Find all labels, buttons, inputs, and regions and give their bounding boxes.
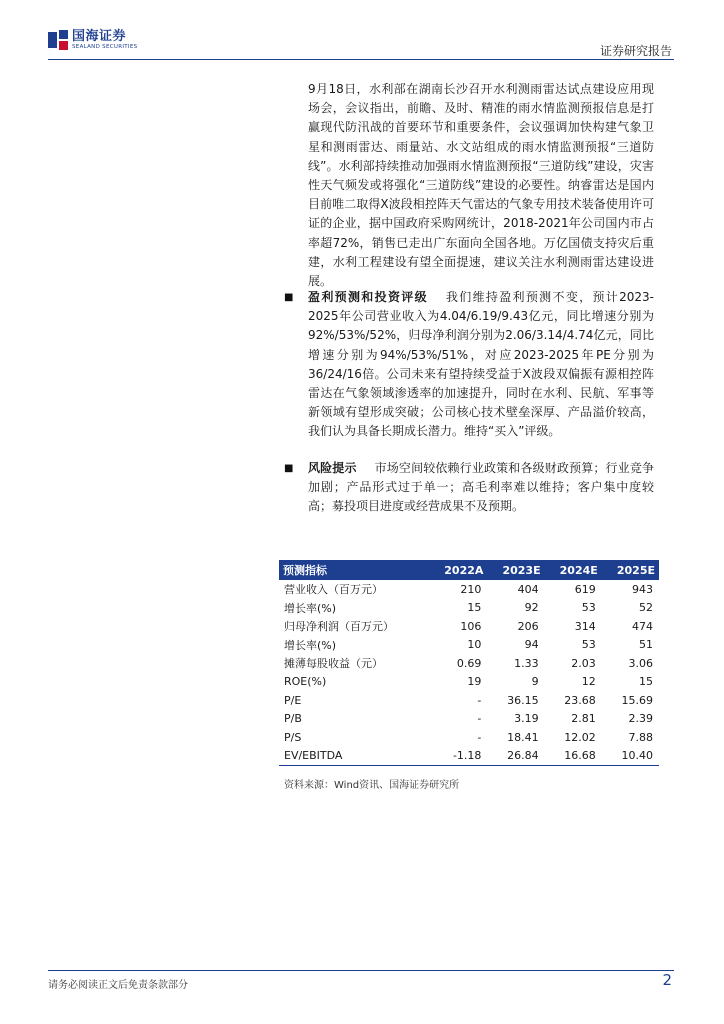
table-cell: 36.15 (507, 693, 539, 707)
footer-divider (48, 970, 674, 971)
table-header-row (279, 560, 659, 580)
table-cell: 51 (639, 638, 653, 652)
table-cell: 摊薄每股收益（元） (284, 657, 383, 671)
table-cell: 2.03 (571, 656, 596, 670)
table-header-cell: 2022A (429, 560, 487, 580)
table-header-cell: 2024E (545, 560, 602, 580)
paragraph-risk (308, 459, 654, 517)
table-row (279, 580, 659, 599)
table-cell: 3.06 (628, 656, 653, 670)
table-cell: 619 (574, 582, 596, 596)
table-cell: 106 (460, 619, 482, 633)
table-row (279, 673, 659, 692)
table-row (279, 728, 659, 747)
table-cell: EV/EBITDA (279, 747, 429, 766)
table-cell: - (477, 712, 482, 726)
footer-disclaimer: 请务必阅读正文后免责条款部分 (48, 980, 188, 991)
table-cell: P/S (284, 730, 302, 744)
table-cell: 314 (574, 619, 596, 633)
bullet-square-icon: ■ (284, 463, 294, 474)
table-cell: -1.18 (429, 747, 487, 766)
header-divider (48, 59, 674, 60)
company-logo (48, 30, 137, 51)
table-cell: 18.41 (507, 730, 539, 744)
table-cell: 210 (460, 582, 482, 596)
table-cell: 16.68 (545, 747, 602, 766)
table-cell: 营业收入（百万元） (284, 583, 383, 597)
table-cell: 增长率(%) (284, 601, 337, 615)
table-row (279, 636, 659, 655)
table-row (279, 617, 659, 636)
forecast-table (279, 560, 659, 766)
table-cell: 10 (467, 638, 482, 652)
table-header-cell: 预测指标 (279, 560, 429, 580)
table-cell: 53 (581, 601, 596, 615)
table-cell: 94 (524, 638, 539, 652)
paragraph-forecast (308, 288, 654, 442)
forecast-heading: 盈利预测和投资评级 (308, 290, 428, 304)
table-row (279, 599, 659, 618)
table-cell: 943 (632, 582, 653, 596)
table-cell: 15.69 (621, 693, 653, 707)
table-header-cell: 2025E (602, 560, 659, 580)
table-cell: 12.02 (564, 730, 596, 744)
table-cell: 7.88 (628, 730, 653, 744)
forecast-text: 我们维持盈利预测不变，预计2023-2025年公司营业收入为4.04/6.19/9.43亿元，同比增速分别为92%/53%/52%，归母净利润分别为2.06/3.14/4.74亿元，同比增速分别为94%/53%/51%，对应2023-2025年PE分别为36/24/16倍。公司未来有望持续受益于X波段双偏振有源相控阵雷达在气象领域渗透率的加速提升，同时在水利、民航、军事等新领域有望形成突破；公司核心技术壁垒深厚、产品溢价较高，我们认为具备长期成长潜力。维持“买入”评级。 (308, 290, 654, 439)
table-cell: 3.19 (514, 712, 539, 726)
table-cell: 15 (467, 601, 482, 615)
table-row (279, 747, 659, 766)
risk-text: 市场空间较依赖行业政策和各级财政预算；行业竞争加剧；产品形式过于单一；高毛利率难以维持；客户集中度较高；募投项目进度或经营成果不及预期。 (308, 461, 654, 514)
page-number: 2 (662, 971, 672, 989)
table-cell: 增长率(%) (284, 638, 337, 652)
page-header (0, 0, 724, 62)
risk-heading: 风险提示 (308, 461, 357, 475)
table-cell: 92 (524, 601, 539, 615)
table-cell: - (477, 693, 482, 707)
table-cell: 1.33 (514, 656, 539, 670)
table-row (279, 691, 659, 710)
table-cell: P/B (284, 712, 302, 726)
table-cell: 404 (517, 582, 539, 596)
table-cell: - (477, 730, 482, 744)
table-cell: 2.81 (571, 712, 596, 726)
table-cell: 26.84 (487, 747, 544, 766)
paragraph-radar-policy: 9月18日，水利部在湖南长沙召开水利测雨雷达试点建设应用现场会，会议指出，前瞻、及时、精准的雨水情监测预报信息是打赢现代防汛战的首要环节和重要条件，会议强调加快构建气象卫星和测雨雷达、雨量站、水文站组成的雨水情监测预报“三道防线”。水利部持续推动加强雨水情监测预报“三道防线”建设，灾害性天气频发或将强化“三道防线”建设的必要性。纳睿雷达是国内目前唯二取得X波段相控阵天气雷达的气象专用技术装备使用许可证的企业，据中国政府采购网统计，2018-2021年公司国内市占率超72%，销售已走出广东面向全国各地。万亿国债支持灾后重建，水利工程建设有望全面提速，建议关注水利测雨雷达建设进展。 (308, 82, 654, 289)
table-cell: 474 (632, 619, 653, 633)
logo-mark-icon (48, 30, 68, 50)
table-row (279, 710, 659, 729)
table-cell: 15 (639, 675, 653, 689)
table-row (279, 654, 659, 673)
table-cell: 19 (467, 675, 482, 689)
table-cell: 53 (581, 638, 596, 652)
table-cell: 9 (531, 675, 539, 689)
table-header-cell: 2023E (487, 560, 544, 580)
table-cell: 2.39 (628, 712, 653, 726)
table-cell: ROE(%) (284, 675, 327, 689)
table-cell: 归母净利润（百万元） (284, 620, 394, 634)
table-cell: 52 (639, 601, 653, 615)
table-cell: 10.40 (602, 747, 659, 766)
logo-name-en: SEALAND SECURITIES (72, 44, 138, 50)
table-cell: P/E (284, 693, 302, 707)
logo-name-cn: 国海证券 (72, 29, 127, 44)
table-source-note: 资料来源：Wind资讯、国海证券研究所 (284, 780, 460, 791)
table-cell: 23.68 (564, 693, 596, 707)
table-cell: 206 (517, 619, 539, 633)
table-cell: 0.69 (456, 656, 482, 670)
bullet-square-icon: ■ (284, 292, 294, 303)
report-type: 证券研究报告 (599, 44, 672, 58)
table-cell: 12 (581, 675, 596, 689)
